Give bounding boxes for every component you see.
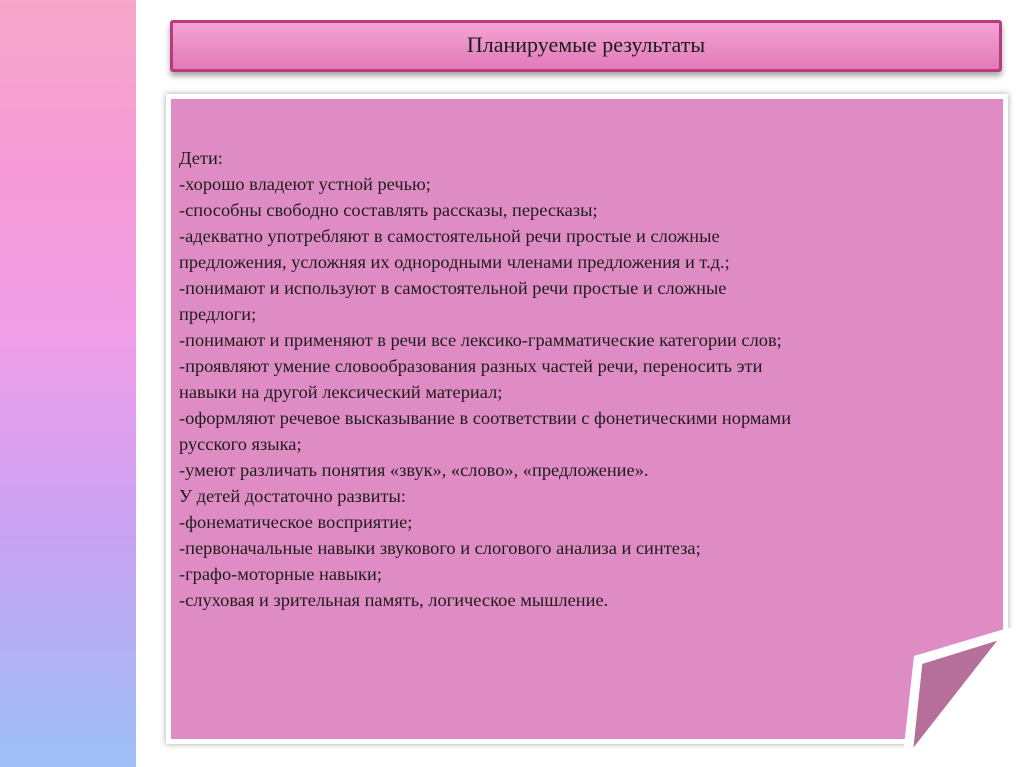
text-line: -адекватно употребляют в самостоятельной речи простые и сложные <box>179 226 720 246</box>
text-line: -слуховая и зрительная память, логическое мышление. <box>179 590 609 610</box>
text-line: -понимают и используют в самостоятельной речи простые и сложные <box>179 278 727 298</box>
text-line: навыки на другой лексический материал; <box>179 382 503 402</box>
text-line: -оформляют речевое высказывание в соответствии с фонетическими нормами <box>179 408 792 428</box>
text-line: У детей достаточно развиты: <box>179 486 406 506</box>
text-line: -фонематическое восприятие; <box>179 512 413 532</box>
decorative-gradient-strip <box>0 0 136 767</box>
text-line: Дети: <box>179 148 223 168</box>
slide-title: Планируемые результаты <box>466 32 706 57</box>
text-line: предложения, усложняя их однородными членами предложения и т.д.; <box>179 252 730 272</box>
text-line: -графо-моторные навыки; <box>179 564 382 584</box>
text-line: -способны свободно составлять рассказы, пересказы; <box>179 200 598 220</box>
page-curl-icon <box>880 628 1020 764</box>
text-line: русского языка; <box>179 434 302 454</box>
text-line: предлоги; <box>179 304 257 324</box>
text-line: -хорошо владеют устной речью; <box>179 174 431 194</box>
text-line: -проявляют умение словообразования разных частей речи, переносить эти <box>179 356 763 376</box>
text-line: -понимают и применяют в речи все лексико-грамматические категории слов; <box>179 330 782 350</box>
title-banner <box>170 20 1002 72</box>
text-line: -умеют различать понятия «звук», «слово», «предложение». <box>179 460 649 480</box>
results-text <box>179 145 1004 613</box>
text-line: -первоначальные навыки звукового и слогового анализа и синтеза; <box>179 538 701 558</box>
